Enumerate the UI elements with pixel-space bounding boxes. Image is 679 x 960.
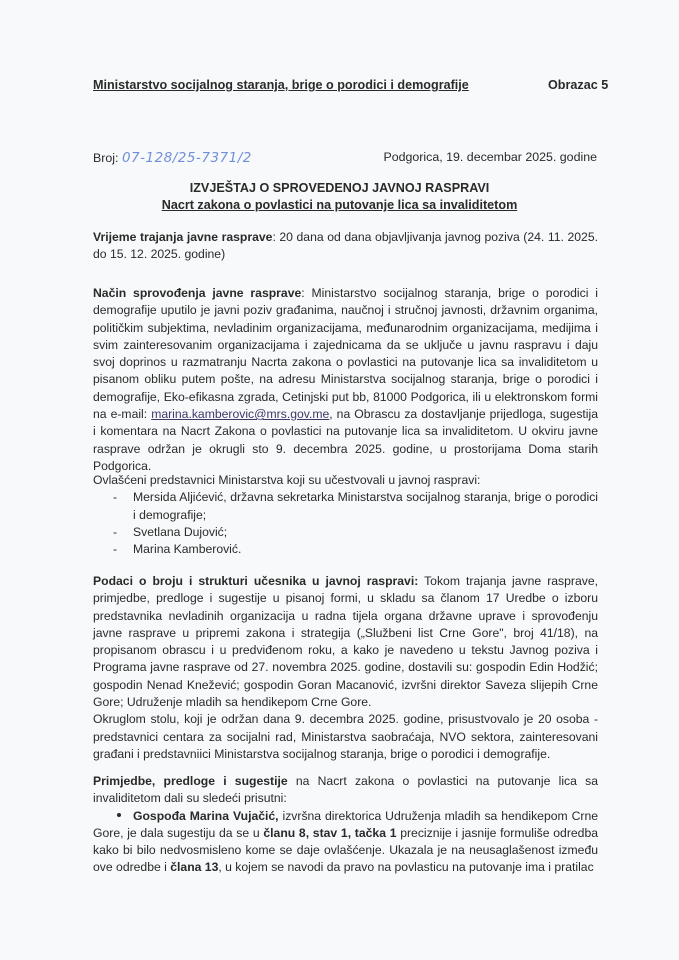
list-item: - Mersida Aljićević, državna sekretarka Ministarstva socijalnog staranja, brige o porodici i demografije; bbox=[93, 489, 598, 524]
list-item: - Svetlana Dujović; bbox=[93, 524, 598, 541]
bullet-icon bbox=[117, 813, 121, 817]
round-table-text: Okruglom stolu, koji je održan dana 9. decembra 2025. godine, prisustvovalo je 20 osoba - predstavnici centara za socijalni rad, Ministarstva saobraćaja, NVO sektora, zainteresovani građani i predstavniici Ministarstva socijalnog staranja, brige o porodici i demografije. bbox=[93, 712, 598, 761]
comment-text: preciznije i jasnije formuliše odredba kako bi bilo nedvosmisleno kome se daje ovlašćenje. Ukazala je na neusaglašenost između ove odredbe i bbox=[93, 825, 598, 875]
representatives-intro: Ovlašćeni predstavnici Ministarstva koji su učestvovali u javnoj raspravi: bbox=[93, 473, 481, 487]
method-section bbox=[93, 285, 598, 475]
comment-text: , u kojem se navodi da pravo na povlasticu na putovanje ima i pratilac bbox=[218, 860, 594, 875]
participants-section bbox=[93, 573, 598, 763]
commenter-name: Gospođa Marina Vujačić, bbox=[133, 808, 279, 823]
participants-text: Tokom trajanja javne rasprave, primjedbe, predloge i sugestije u pisanoj formi, u skladu sa članom 17 Uredbe o izboru predstavnika nevladinih organizacija u radna tijela organa državne uprave i sprovođenju javne rasprave u pripremi zakona i strategija („Službeni list Crne Gore", broj 41/18), na propisanom obrascu i u predviđenom roku, a kako je navedeno u tekstu Javnog poziva i Programa javne rasprave od 27. novembra 2025. godine, dostavili su: gospodin Edin Hodžić; gospodin Nenad Knežević; gospodin Goran Macanović, izvršni direktor Saveza slijepih Crne Gore; Udruženje mladih sa hendikepom Crne Gore. bbox=[93, 574, 598, 710]
handwritten-number: 07-128/25-7371/2 bbox=[121, 150, 252, 166]
method-label: Način sprovođenja javne rasprave bbox=[93, 286, 302, 300]
participants-label: Podaci o broju i strukturi učesnika u javnoj raspravi: bbox=[93, 574, 419, 588]
title-subtitle: Nacrt zakona o povlastici na putovanje lica sa invaliditetom bbox=[161, 198, 518, 212]
comments-label: Primjedbe, predloge i sugestije bbox=[93, 774, 288, 788]
comment-text: izvršna direktorica Udruženja mladih sa hendikepom Crne Gore, je dala sugestiju da se u bbox=[93, 808, 598, 840]
method-text-continued: , na Obrascu za dostavljanje prijedloga, sugestija i komentara na Nacrt Zakona o povlastici na putovanje lica sa invaliditetom. U okviru javne rasprave održan je okrugli sto 9. decembra 2025. godine, u prostorijama Doma starih Podgorica. bbox=[93, 407, 598, 473]
broj-label: Broj: bbox=[93, 151, 119, 165]
place-date: Podgorica, 19. decembar 2025. godine bbox=[383, 150, 597, 164]
form-number: Obrazac 5 bbox=[548, 78, 609, 92]
representatives-list bbox=[93, 489, 598, 558]
duration-text: : 20 dana od dana objavljivanja javnog poziva (24. 11. 2025. do 15. 12. 2025. godine) bbox=[93, 230, 598, 262]
document-title bbox=[0, 180, 679, 214]
reference-number bbox=[93, 150, 252, 166]
article-reference: članu 8, stav 1, tačka 1 bbox=[263, 825, 397, 840]
representatives-section bbox=[93, 472, 598, 558]
email-link[interactable]: marina.kamberovic@mrs.gov.me bbox=[151, 407, 330, 422]
duration-label: Vrijeme trajanja javne rasprave bbox=[93, 230, 273, 244]
title-main: IZVJEŠTAJ O SPROVEDENOJ JAVNOJ RASPRAVI bbox=[189, 181, 490, 195]
ministry-header: Ministarstvo socijalnog staranja, brige o porodici i demografije bbox=[93, 78, 469, 92]
list-item: - Marina Kamberović. bbox=[93, 541, 598, 558]
article-reference: člana 13 bbox=[170, 860, 219, 875]
comment-item bbox=[93, 808, 598, 877]
duration-section bbox=[93, 229, 598, 264]
comments-section bbox=[93, 773, 598, 877]
method-text: : Ministarstvo socijalnog staranja, brige o porodici i demografije uputilo je javni poziv građanima, naučnoj i stručnoj javnosti, državnim organima, političkim subjektima, nevladinim organizacijama, međunarodnim organizacijama, medijima i svim zainteresovanim organizacijama i zajednicama da se uključe u javnu raspravu i daju svoj doprinos u razmatranju Nacrta zakona o povlastici na putovanje lica sa invaliditetom u pisanom obliku putem pošte, na adresu Ministarstva socijalnog staranja, brige o porodici i demografije, Eko-efikasna zgrada, Cetinjski put bb, 81000 Podgorica, ili u elektronskom formi na e-mail: bbox=[93, 286, 598, 422]
comments-text: na Nacrt zakona o povlastici na putovanje lica sa invaliditetom dali su sledeći prisutni: bbox=[93, 774, 598, 806]
